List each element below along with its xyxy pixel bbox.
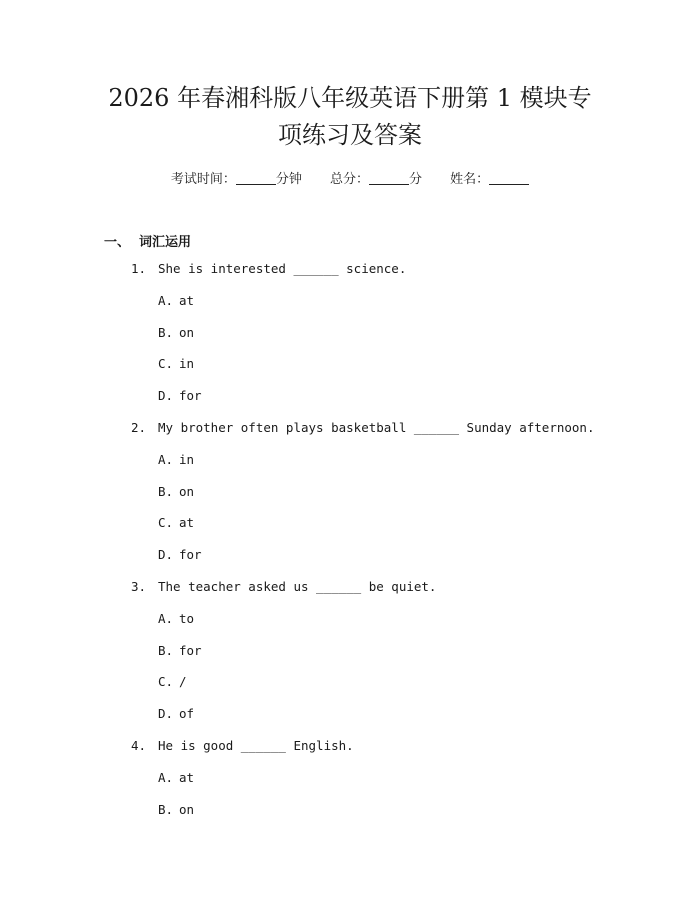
option-letter: A. [158,610,174,626]
question-number: 1. [131,261,147,276]
option-text: on [179,324,195,340]
answer-option [0,482,700,514]
option-letter: B. [158,324,174,340]
answer-option [0,672,700,704]
answer-option [0,354,700,386]
answer-option [0,768,700,800]
option-text: on [179,483,195,499]
section-number: 一、 [104,235,131,250]
answer-option [0,513,700,545]
option-text: of [179,706,195,722]
option-letter: B. [158,801,174,817]
exam-meta [0,168,700,187]
question-number: 4. [131,737,147,753]
option-text: for [179,642,202,658]
question-number: 2. [131,419,147,435]
option-text: at [179,292,195,308]
option-text: to [179,610,195,626]
section-heading [104,231,191,250]
total-score-label: 总分： [329,172,369,187]
option-letter: B. [158,483,174,499]
exam-time-blank [236,172,276,185]
option-text: for [179,388,202,404]
page-title [60,80,640,154]
option-letter: A. [158,292,174,308]
answer-option [0,641,700,673]
question-text: My brother often plays basketball ______ Sunday afternoon. [158,419,595,435]
student-name-blank [489,172,529,185]
option-letter: A. [158,451,174,467]
option-text: in [179,356,195,372]
student-name-field [450,168,529,187]
option-letter: B. [158,642,174,658]
answer-option [0,386,700,418]
answer-option [0,450,700,482]
question-list [0,259,700,831]
option-letter: C. [158,674,174,690]
option-text: for [179,547,202,563]
answer-option [0,609,700,641]
question-number: 3. [131,578,147,594]
question-item [0,736,700,768]
option-letter: C. [158,356,174,372]
answer-option [0,704,700,736]
question-item [0,418,700,450]
exam-time-label: 考试时间： [170,172,236,187]
total-score-unit: 分 [409,172,423,187]
question-item [0,259,700,291]
option-text: / [179,674,187,690]
option-letter: D. [158,547,174,563]
answer-option [0,323,700,355]
total-score-blank [369,172,409,185]
question-text: The teacher asked us ______ be quiet. [158,578,437,594]
option-text: in [179,451,195,467]
option-text: at [179,515,195,531]
option-letter: D. [158,388,174,404]
option-letter: D. [158,706,174,722]
exam-time-unit: 分钟 [275,172,302,187]
option-text: on [179,801,195,817]
total-score-field [330,168,422,187]
question-text: He is good ______ English. [158,737,354,753]
exam-time-field [171,168,302,187]
question-item [0,577,700,609]
student-name-label: 姓名： [450,172,490,187]
option-letter: A. [158,769,174,785]
answer-option [0,800,700,832]
title-line-1: 2026 年春湘科版八年级英语下册第 1 模块专 [108,84,592,112]
answer-option [0,545,700,577]
question-text: She is interested ______ science. [158,261,407,276]
section-title: 词汇运用 [139,235,192,250]
option-text: at [179,769,195,785]
option-letter: C. [158,515,174,531]
answer-option [0,291,700,323]
title-line-2: 项练习及答案 [278,121,422,149]
